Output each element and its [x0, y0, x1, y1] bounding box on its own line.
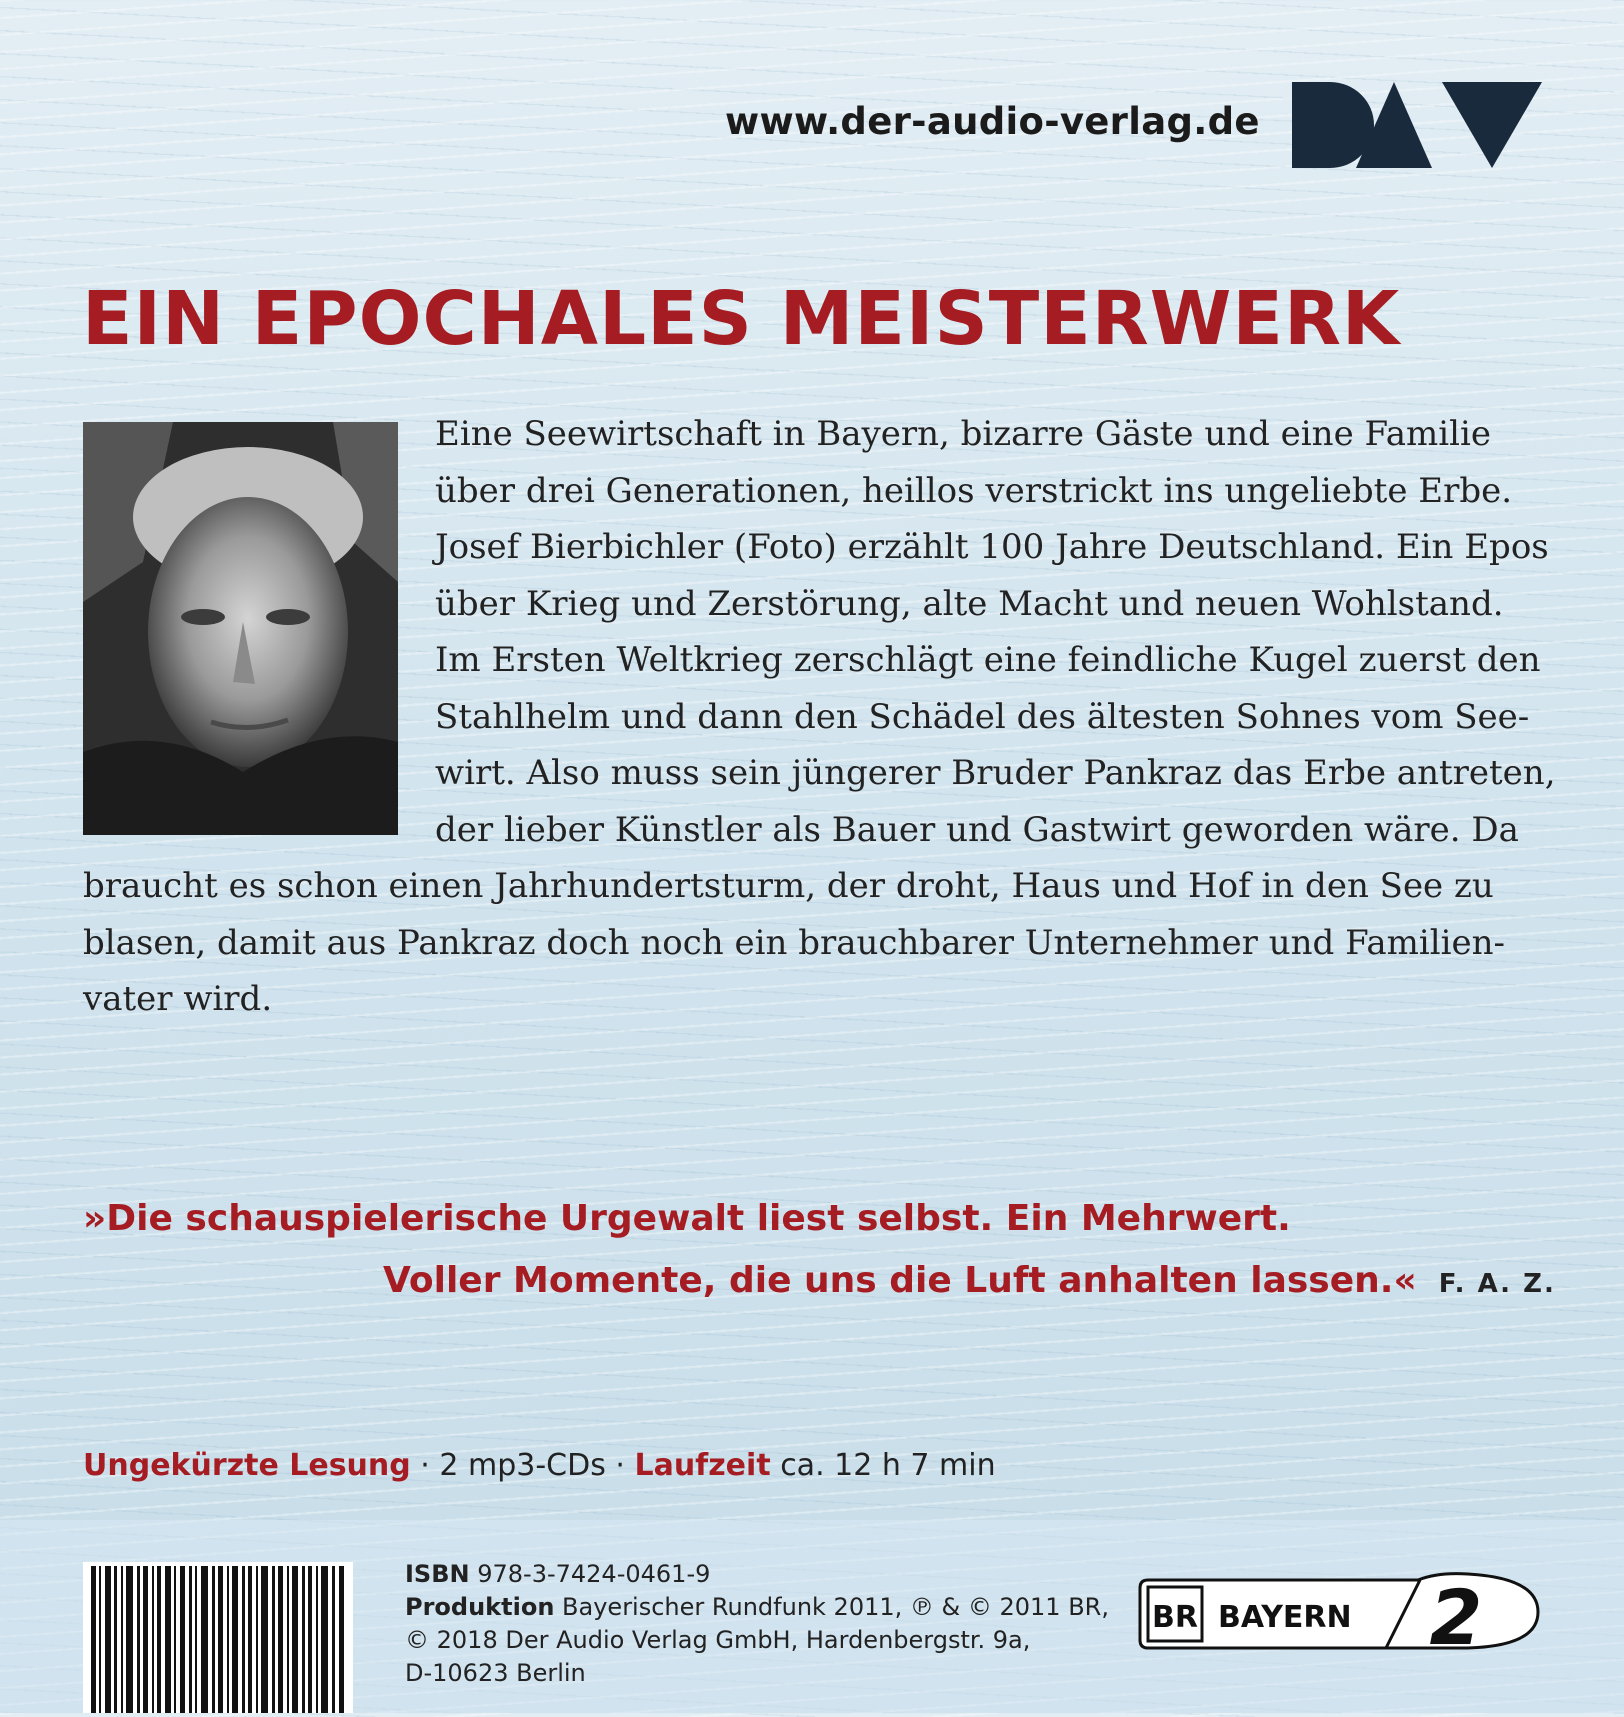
product-info — [83, 1448, 996, 1483]
isbn-line — [405, 1558, 1125, 1591]
quote-line-2-wrap — [83, 1250, 1556, 1315]
headline: EIN EPOCHALES MEISTERWERK — [82, 276, 1401, 362]
bayern-text: BAYERN — [1218, 1600, 1352, 1635]
body-line: Eine Seewirtschaft in Bayern, bizarre Gäste und eine Familie — [435, 414, 1492, 454]
address-line: D-10623 Berlin — [405, 1659, 586, 1687]
production-label: Produktion — [405, 1593, 555, 1621]
publisher-url[interactable]: www.der-audio-verlag.de — [725, 100, 1260, 143]
quote-line-2: Voller Momente, die uns die Luft anhalten lassen.« — [383, 1260, 1417, 1301]
body-line: Im Ersten Weltkrieg zerschlägt eine feindliche Kugel zuerst den — [435, 640, 1541, 680]
production-value: Bayerischer Rundfunk 2011, ℗ & © 2011 BR, — [554, 1593, 1109, 1621]
info-separator: · — [605, 1448, 635, 1483]
quote-source: F. A. Z. — [1438, 1269, 1556, 1299]
body-line: über Krieg und Zerstörung, alte Macht und neuen Wohlstand. — [435, 583, 1504, 624]
info-label-runtime: Laufzeit — [634, 1448, 771, 1483]
body-line: wirt. Also muss sein jüngerer Bruder Pankraz das Erbe antreten, — [435, 753, 1556, 793]
isbn-label: ISBN — [405, 1560, 470, 1588]
quote-line-1: »Die schauspielerische Urgewalt liest selbst. Ein Mehrwert. — [83, 1198, 1291, 1239]
info-label-reading: Ungekürzte Lesung — [83, 1448, 411, 1483]
isbn-value: 978-3-7424-0461-9 — [469, 1560, 711, 1588]
body-line: über drei Generationen, heillos verstrickt ins ungeliebte Erbe. — [435, 470, 1513, 511]
legal-info — [405, 1558, 1125, 1690]
info-media: 2 mp3-CDs — [439, 1448, 606, 1483]
body-line: vater wird. — [83, 979, 273, 1019]
body-line: blasen, damit aus Pankraz doch noch ein brauchbarer Unternehmer und Familien- — [83, 922, 1506, 963]
br-text: BR — [1152, 1600, 1198, 1635]
press-quote — [83, 1188, 1556, 1315]
barcode-icon — [83, 1562, 353, 1713]
info-separator: · — [410, 1448, 440, 1483]
number-two-text: 2 — [1429, 1573, 1483, 1652]
body-line: braucht es schon einen Jahrhundertsturm, der droht, Haus und Hof in den See zu — [83, 866, 1494, 906]
bayern2-logo — [1138, 1572, 1543, 1652]
dav-logo — [1292, 82, 1542, 168]
body-line: Josef Bierbichler (Foto) erzählt 100 Jahre Deutschland. Ein Epos — [435, 527, 1549, 567]
production-line — [405, 1591, 1125, 1624]
copyright-line: © 2018 Der Audio Verlag GmbH, Hardenbergstr. 9a, — [405, 1626, 1031, 1654]
info-runtime: ca. 12 h 7 min — [770, 1448, 996, 1483]
description-text — [83, 406, 1556, 1028]
body-line: Stahlhelm und dann den Schädel des ältesten Sohnes vom See- — [435, 696, 1530, 737]
body-line: der lieber Künstler als Bauer und Gastwirt geworden wäre. Da — [435, 809, 1519, 850]
